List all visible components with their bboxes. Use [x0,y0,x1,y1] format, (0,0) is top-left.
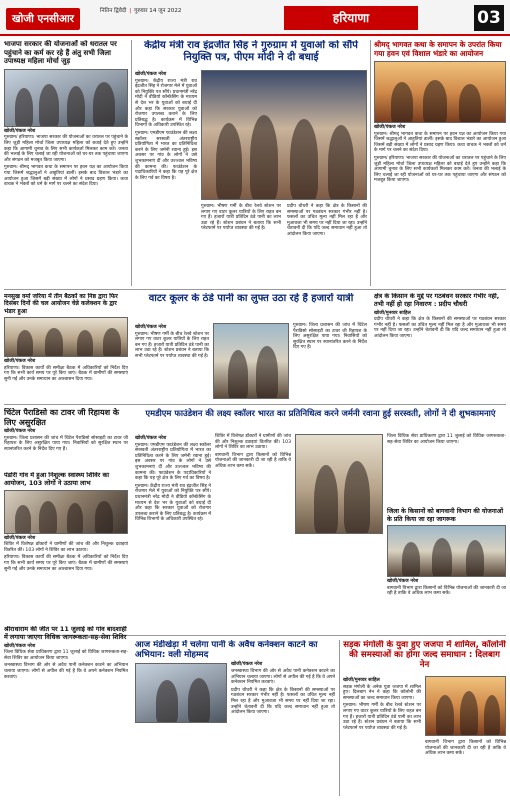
story-body-cont: गुरुग्राम। भीषण गर्मी के बीच रेलवे स्टेशन पर लगाए गए वाटर कूलर यात्रियों के लिए राहत बन गए हैं। हजारों यात्री प्रतिदिन ठंडे पानी का लाभ उठा रहे हैं। स्टेशन प्रबंधन ने बताया कि सभी प्लेटफार्म पर पर्याप्त व्यवस्था की गई है। [343,703,421,731]
dateline-author: नितिन द्विवेदी [100,8,127,14]
story-legal-camp [4,626,128,796]
story-body-cont: गुरुग्राम। श्रीमद् भागवत कथा के समापन पर हवन यज्ञ का आयोजन किया गया जिसमें श्रद्धालुओं ने आहुतियां डालीं। इसके बाद विशाल भंडारे का आयोजन हुआ जिसमें बड़ी संख्या में लोगों ने प्रसाद ग्रहण किया। कथा वाचक ने भक्तों को धर्म के मार्ग पर चलने का संदेश दिया। [4,165,128,188]
news-photo [4,317,128,357]
dateline-date: गुरुवार 14 जून 2022 [134,8,182,14]
story-body-cont: बागवानी विभाग द्वारा किसानों को विभिन्न योजनाओं की जानकारी दी जा रही है ताकि वे अधिक लाभ कमा सकें। [425,740,506,757]
section-label: हरियाणा [284,6,418,30]
story-body: सड़क मंगोली के अनेक युवा जजपा में शामिल हुए। दिलबाग नेन ने कहा कि कॉलोनी की समस्याओं का जल्द समाधान किया जाएगा। [343,684,421,701]
news-photo [4,69,128,127]
story-body: गुरुग्राम/ हरियाणा। भाजपा सरकार की योजनाओं का धरातल पर पहुंचाने के लिए जुड़ी महिला मोर्चा जिला उपाध्यक्ष महिला को बधाई देते हुए उन्होंने कहा कि आगामी चुनाव के लिए सभी कार्यकर्ता मिलकर काम करें। जनता की भलाई के लिए चलाई जा रही योजनाओं को घर-घर तक पहुंचाया जाएगा और संगठन को मजबूत किया जाएगा। [4,135,128,163]
byline: खोजी/पंकज नरेश [231,662,263,668]
story-body: बागवानी विभाग द्वारा किसानों को विभिन्न योजनाओं की जानकारी दी जा रही है ताकि वे अधिक लाभ कमा सकें। [387,585,506,597]
col-1 [343,676,421,731]
story-body-cont: गुरुग्राम/ हरियाणा। भाजपा सरकार की योजनाओं का धरातल पर पहुंचाने के लिए जुड़ी महिला मोर्चा जिला उपाध्यक्ष महिला को बधाई देते हुए उन्होंने कहा कि आगामी चुनाव के लिए सभी कार्यकर्ता मिलकर काम करें। जनता की भलाई के लिए चलाई जा रही योजनाओं को घर-घर तक पहुंचाया जाएगा और संगठन को मजबूत किया जाएगा। [374,155,506,184]
story-body: गुरुग्राम। केंद्रीय राज्य मंत्री राव इंद्रजीत सिंह ने रोजगार मेले में युवाओं को नियुक्ति पत्र सौंपे। प्रधानमंत्री नरेंद्र मोदी ने वीडियो कॉन्फ्रेंसिंग के माध्यम से देश भर के युवाओं को बधाई दी और कहा कि सरकार युवाओं को रोजगार उपलब्ध कराने के लिए प्रतिबद्ध है। कार्यक्रम में विभिन्न विभागों के अधिकारी उपस्थित रहे। [135,78,197,129]
byline: खोजी/पंकज नरेश [4,128,36,134]
headline: क्षेत्र के किसान के मुद्दे पर गठबंधन सरकार गंभीर नहीं, तभी नहीं हो रहा निवारण : प्रदीप चौधरी [374,293,500,308]
story-health-camp [4,472,128,622]
story-body-cont: गुरुग्राम। जिला प्रशासन की जांच में चिंटेल पैराडिसो सोसाइटी का टावर जी रिहायश के लिए असुरक्षित पाया गया। निवासियों को सुरक्षित स्थान पर स्थानांतरित करने के निर्देश दिए गए हैं। [293,323,367,351]
section-rule [4,404,506,405]
story-body: गुरुग्राम। जिला प्रशासन की जांच में चिंटेल पैराडिसो सोसाइटी का टावर जी रिहायश के लिए असुरक्षित पाया गया। निवासियों को सुरक्षित स्थान पर स्थानांतरित करने के निर्देश दिए गए हैं। [4,435,128,452]
headline: चिंटेल पैराडिसो का टावर जी रिहायश के लिए असुरक्षित [4,408,119,427]
section-rule [4,289,506,290]
headline: मनसुख वर्मा जरिया में तीन बैठकों का निष्ठ द्वारा फिर दिसंबर दिनों की चल आयोजन चेन्ने कलेक्शन के द्वार भंडार हुआ [4,293,118,315]
story-chintels-paradiso [4,408,128,468]
headline: श्रीराधाराम की जीत पर 11 जुलाई को गांव बादशाही में लगाया जाएगा विधिक जागरूकता-सह-सेवा शिविर [4,626,127,641]
col-2 [215,434,291,470]
story-body-cont: प्रदीप चौधरी ने कहा कि क्षेत्र के किसानों की समस्याओं पर गठबंधन सरकार गंभीर नहीं है। फसलों का उचित मूल्य नहीं मिल रहा है और मुआवजा भी समय पर नहीं दिया जा रहा। उन्होंने चेतावनी दी कि यदि जल्द समाधान नहीं हुआ तो आंदोलन किया जाएगा। [231,687,335,716]
story-bjp-yojana [4,40,128,286]
story-body: गुरुग्राम। भीषण गर्मी के बीच रेलवे स्टेशन पर लगाए गए वाटर कूलर यात्रियों के लिए राहत बन गए हैं। हजारों यात्री प्रतिदिन ठंडे पानी का लाभ उठा रहे हैं। स्टेशन प्रबंधन ने बताया कि सभी प्लेटफार्म पर पर्याप्त व्यवस्था की गई है। [201,204,281,232]
story-body: जिला विधिक सेवा प्राधिकरण द्वारा 11 जुलाई को विधिक जागरूकता-सह-सेवा शिविर का आयोजन किया जाएगा। [4,650,128,661]
news-photo [425,676,506,736]
news-photo [374,61,506,123]
news-photo [135,663,227,723]
story-pradeep-chaudhary [374,293,506,401]
lead-col-3 [287,204,367,238]
story-body: गुरुग्राम। भीषण गर्मी के बीच रेलवे स्टेशन पर लगाए गए वाटर कूलर यात्रियों के लिए राहत बन गए हैं। हजारों यात्री प्रतिदिन ठंडे पानी का लाभ उठा रहे हैं। स्टेशन प्रबंधन ने बताया कि सभी प्लेटफार्म पर पर्याप्त व्यवस्था की गई है। [135,331,209,359]
col-3 [293,323,367,351]
col-4 [387,434,506,445]
story-water-connection [135,640,335,796]
column-rule [370,40,371,286]
story-body-cont: गुरुग्राम। एमडीएम फाउंडेशन की लक्ष्य स्कॉलर सरस्वती अंतरराष्ट्रीय प्रतियोगिता में भारत का प्रतिनिधित्व करने के लिए जर्मनी रवाना हुई। इस अवसर पर गांव के लोगों ने उसे शुभकामनाएं दीं और उज्ज्वल भविष्य की कामना की। फाउंडेशन के पदाधिकारियों ने कहा कि यह पूरे क्षेत्र के लिए गर्व का विषय है। [135,130,197,181]
headline: सड़क मंगोली के युवा हुए जजपा में शामिल, कॉलोनी की समस्याओं का होगा जल्द समाधान : दिलबाग नेन [343,640,506,671]
story-body: जनस्वास्थ्य विभाग की ओर से अवैध पानी कनेक्शन काटने का अभियान चलाया जाएगा। लोगों से अपील की गई है कि वे अपने कनेक्शन नियमित करवाएं। [231,669,335,686]
story-jjp-joining [343,640,506,796]
dateline: नितिन द्विवेदी | गुरुवार 14 जून 2022 [100,8,182,14]
byline: खोजी/पंकज नरेश [4,643,36,649]
masthead [0,0,510,36]
publication-logo: खोजी एनसीआर [6,8,80,30]
news-photo [4,490,128,534]
byline: खोजी/पंकज नरेश [4,359,36,365]
byline: खोजी/पंकज नरेश [4,429,36,435]
news-photo [387,525,506,577]
lead-photo [201,70,367,200]
headline: जिला के किसानों को बागवानी विभाग की योजनाओं के प्रति किया जा रहा जागरूक [387,508,504,523]
headline: श्रीमद् भागवत कथा के समापन के उपरांत किया गया हवन एवं विशाल भंडारे का आयोजन [374,40,502,58]
byline: खोजी/पंकज नरेश [135,72,167,77]
headline: एमडीएम फाउंडेशन की लक्ष्य स्कॉलर भारत का प्रतिनिधित्व करने जर्मनी रवाना हुई सरस्वती, लोगों ने दी शुभकामनाएं [145,408,496,418]
news-photo [295,434,383,534]
story-mdm-foundation [135,408,506,632]
byline: खोजी/पंकज नरेश [4,535,36,541]
column-rule [131,40,132,286]
story-body-cont: जिला विधिक सेवा प्राधिकरण द्वारा 11 जुलाई को विधिक जागरूकता-सह-सेवा शिविर का आयोजन किया जाएगा। [387,434,506,445]
byline: खोजी/मुनव्वर साहिल [374,310,411,316]
col-1 [135,434,211,523]
col-2 [425,740,506,757]
headline: आज मंडीखेड़ा में चलेगा पानी के अवैध कनेक्शन काटने का अभियान: वली मोहम्मद [135,640,318,661]
lead-col-2 [201,204,281,232]
byline: खोजी/पंकज नरेश [387,579,419,585]
byline: खोजी/पंकज नरेश [374,125,406,130]
lead-col-1 [135,70,197,181]
col-1 [135,323,209,360]
story-bhagwat-katha [374,40,506,286]
column-rule [339,640,340,796]
headline: केंद्रीय मंत्री राव इंद्रजीत सिंह ने गुरुग्राम में युवाओं को सौंपे नियुक्ति पत्र, पीएम मोदी ने दी बधाई [144,40,358,63]
headline: वाटर कूलर के ठंडे पानी का लुफ्त उठा रहे हैं हजारों यात्री [148,293,354,304]
story-body-cont: बागवानी विभाग द्वारा किसानों को विभिन्न योजनाओं की जानकारी दी जा रही है ताकि वे अधिक लाभ कमा सकें। [215,452,291,469]
byline: खोजी/पंकज नरेश [135,325,167,330]
story-body: गुरुग्राम। एमडीएम फाउंडेशन की लक्ष्य स्कॉलर सरस्वती अंतरराष्ट्रीय प्रतियोगिता में भारत का प्रतिनिधित्व करने के लिए जर्मनी रवाना हुई। इस अवसर पर गांव के लोगों ने उसे शुभकामनाएं दीं और उज्ज्वल भविष्य की कामना की। फाउंडेशन के पदाधिकारियों ने कहा कि यह पूरे क्षेत्र के लिए गर्व का विषय है। [135,442,211,482]
story-body-cont: जनस्वास्थ्य विभाग की ओर से अवैध पानी कनेक्शन काटने का अभियान चलाया जाएगा। लोगों से अपील की गई है कि वे अपने कनेक्शन नियमित करवाएं। [4,663,128,680]
page-number: 03 [474,5,504,31]
story-body: प्रदीप चौधरी ने कहा कि क्षेत्र के किसानों की समस्याओं पर गठबंधन सरकार गंभीर नहीं है। फसलों का उचित मूल्य नहीं मिल रहा है और मुआवजा भी समय पर नहीं दिया जा रहा। उन्होंने चेतावनी दी कि यदि जल्द समाधान नहीं हुआ तो आंदोलन किया जाएगा। [287,204,367,237]
story-horticulture [387,508,506,632]
story-body-cont: हरियाणा। विकास कार्यों की समीक्षा बैठक में अधिकारियों को निर्देश दिए गए कि सभी कार्य समय पर पूरे किए जाएं। बैठक में ग्रामीणों की समस्याएं सुनी गईं और उनके समाधान का आश्वासन दिया गया। [4,555,128,572]
headline: पंडोरी गांव में हुआ निशुल्क स्वास्थ्य शिविर का आयोजन, 103 लोगों ने उठाया लाभ [4,472,110,487]
story-body-cont: गुरुग्राम। केंद्रीय राज्य मंत्री राव इंद्रजीत सिंह ने रोजगार मेले में युवाओं को नियुक्ति पत्र सौंपे। प्रधानमंत्री नरेंद्र मोदी ने वीडियो कॉन्फ्रेंसिंग के माध्यम से देश भर के युवाओं को बधाई दी और कहा कि सरकार युवाओं को रोजगार उपलब्ध कराने के लिए प्रतिबद्ध है। कार्यक्रम में विभिन्न विभागों के अधिकारी उपस्थित रहे। [135,483,211,523]
story-body: शिविर में विशेषज्ञ डॉक्टरों ने ग्रामीणों की जांच की और निशुल्क दवाइयां वितरित कीं। 103 लोगों ने शिविर का लाभ उठाया। [4,542,128,553]
news-photo [213,323,289,399]
story-water-cooler [135,293,367,401]
story-body: गुरुग्राम। श्रीमद् भागवत कथा के समापन पर हवन यज्ञ का आयोजन किया गया जिसमें श्रद्धालुओं ने आहुतियां डालीं। इसके बाद विशाल भंडारे का आयोजन हुआ जिसमें बड़ी संख्या में लोगों ने प्रसाद ग्रहण किया। कथा वाचक ने भक्तों को धर्म के मार्ग पर चलने का संदेश दिया। [374,131,506,154]
byline: खोजी/मुनव्वर साहिल [343,678,380,683]
story-rao-inderjit [135,40,367,286]
story-body: हरियाणा। विकास कार्यों की समीक्षा बैठक में अधिकारियों को निर्देश दिए गए कि सभी कार्य समय पर पूरे किए जाएं। बैठक में ग्रामीणों की समस्याएं सुनी गईं और उनके समाधान का आश्वासन दिया गया। [4,365,128,382]
byline: खोजी/पंकज नरेश [135,436,167,441]
story-body: प्रदीप चौधरी ने कहा कि क्षेत्र के किसानों की समस्याओं पर गठबंधन सरकार गंभीर नहीं है। फसलों का उचित मूल्य नहीं मिल रहा है और मुआवजा भी समय पर नहीं दिया जा रहा। उन्होंने चेतावनी दी कि यदि जल्द समाधान नहीं हुआ तो आंदोलन किया जाएगा। [374,317,506,339]
story-body-cont: शिविर में विशेषज्ञ डॉक्टरों ने ग्रामीणों की जांच की और निशुल्क दवाइयां वितरित कीं। 103 लोगों ने शिविर का लाभ उठाया। [215,434,291,451]
story-baithak [4,293,128,401]
headline: भाजपा सरकार की योजनाओं को धरातल पर पहुंचाने का कर्म कर रहे हैं अंतु सभी जिला उपाध्यक्ष महिला मोर्चा जुड़ [4,40,117,66]
